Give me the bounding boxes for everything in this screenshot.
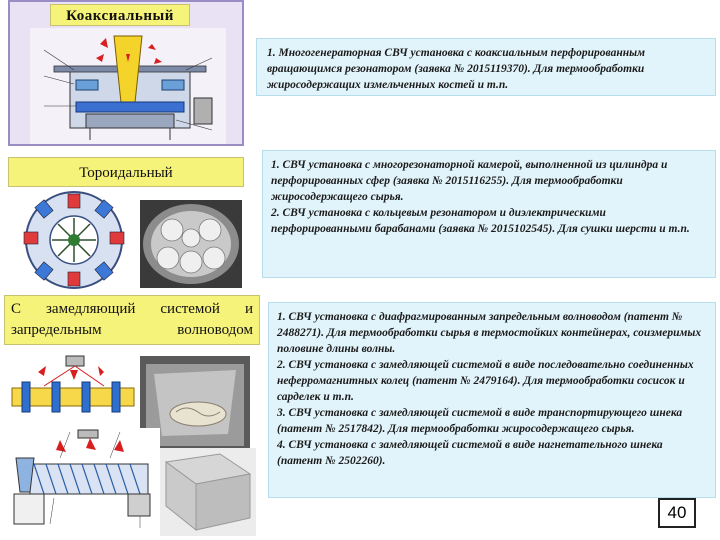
retarding-rings-diagram	[8, 352, 138, 424]
retarding-screw-diagram	[10, 428, 160, 532]
toroidal-photo	[140, 200, 242, 288]
retarding-item-3: 3. СВЧ установка с замедляющей системой в виде транспортирующего шнека (патент № 2517842). Для термообработки жиросодержащего сырья.	[277, 407, 683, 435]
coaxial-description	[256, 38, 716, 96]
toroidal-label: Тороидальный	[8, 157, 244, 187]
retarding-photo-2	[160, 448, 256, 536]
toroidal-item-1: 1. СВЧ установка с многорезонаторной камерой, выполненной из цилиндра и перфорированных сфер (заявка № 2015116255). Для термообработки жиросодержащего сырья.	[271, 159, 668, 203]
retarding-label: С замедляющий системой и запредельным волноводом	[4, 295, 260, 345]
retarding-item-1: 1. СВЧ установка с диафрагмированным запредельным волноводом (патент № 2488271). Для термообработки сырья в термостойких контейнерах, соизмеримых половине длины волны.	[277, 311, 702, 355]
coaxial-label: Коаксиальный	[50, 4, 190, 26]
toroidal-item-2: 2. СВЧ установка с кольцевым резонатором и диэлектрическими перфорированными барабанами (заявка № 2015102545). Для сушки шерсти и т.п.	[271, 207, 690, 235]
retarding-item-2: 2. СВЧ установка с замедляющей системой в виде последовательно соединенных неферромагнитных колец (патент № 2479164). Для термообработки сосисок и сарделек и т.п.	[277, 359, 694, 403]
toroidal-diagram	[10, 188, 138, 292]
page-number: 40	[658, 498, 696, 528]
retarding-description	[268, 302, 716, 498]
coaxial-diagram	[30, 28, 226, 144]
toroidal-description	[262, 150, 716, 278]
retarding-item-4: 4. СВЧ установка с замедляющей системой в виде нагнетательного шнека (патент № 2502260).	[277, 439, 663, 467]
coaxial-item-1: 1. Многогенераторная СВЧ установка с коаксиальным перфорированным вращающимся резонатором (заявка № 2015119370). Для термообработки жиросодержащих измельченных костей и т.п.	[267, 47, 645, 91]
